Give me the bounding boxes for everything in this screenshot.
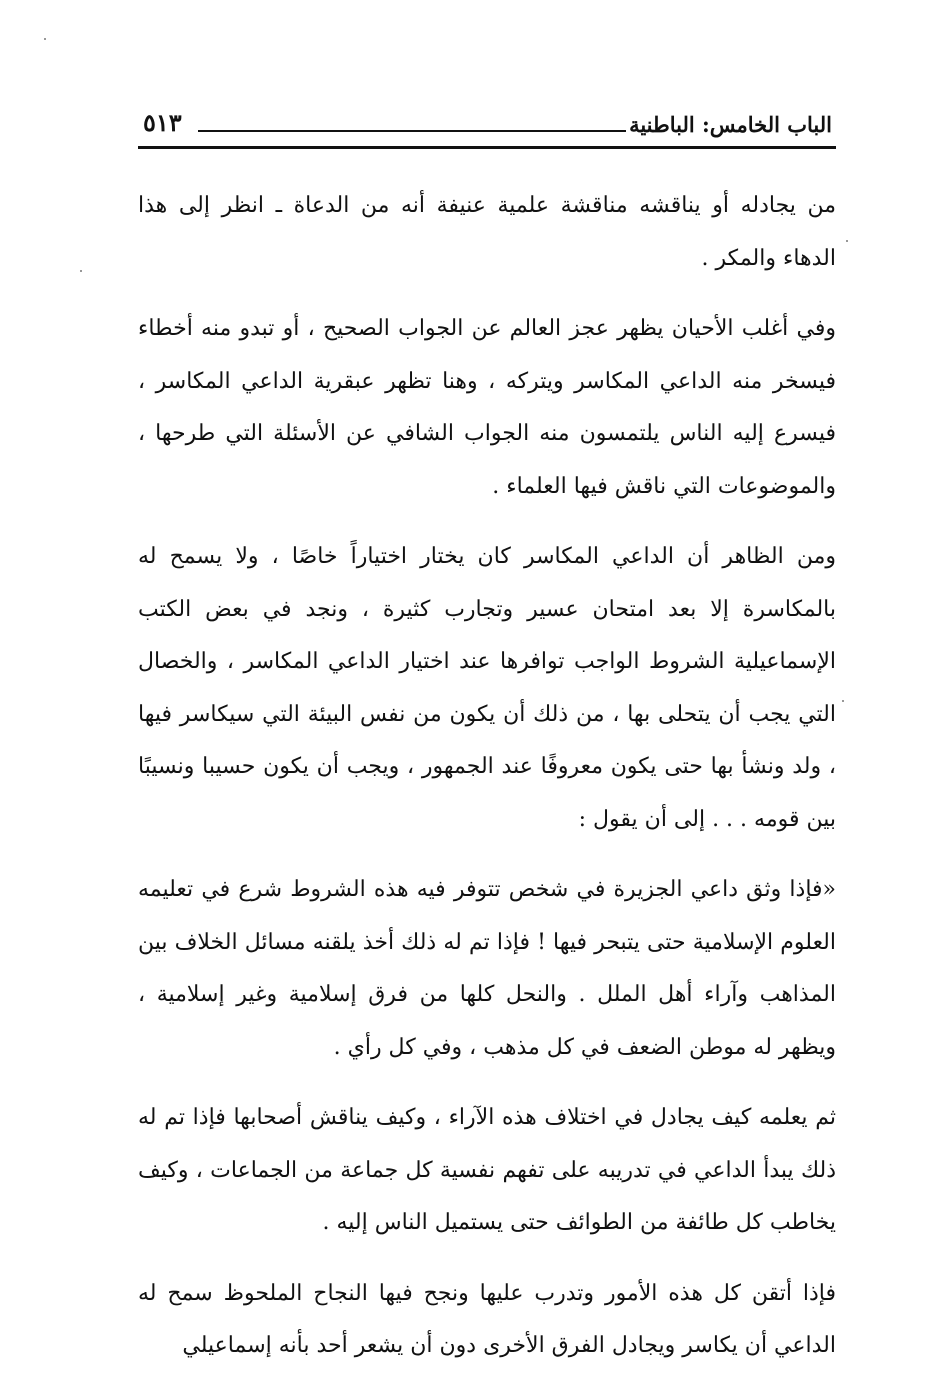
header-rule <box>138 146 836 149</box>
paragraph: ثم يعلمه كيف يجادل في اختلاف هذه الآراء ، وكيف يناقش أصحابها فإذا تم له ذلك يبدأ الداعي في تدريبه على تفهم نفسية كل جماعة من الجماعات ، وكيف يخاطب كل طائفة من الطوائف حتى يستميل الناس إليه . <box>138 1105 836 1235</box>
header-leader-line <box>198 130 626 132</box>
paragraph: وفي أغلب الأحيان يظهر عجز العالم عن الجواب الصحيح ، أو تبدو منه أخطاء فيسخر منه الداعي المكاسر ويتركه ، وهنا تظهر عبقرية الداعي المكاسر ، فيسرع إليه الناس يلتمسون منه الجواب الشافي عن الأسئلة التي طرحها ، والموضوعات التي ناقش فيها العلماء . <box>138 316 836 499</box>
scan-speck <box>44 38 46 40</box>
scan-speck <box>846 240 848 242</box>
paragraph: من يجادله أو يناقشه مناقشة علمية عنيفة أنه من الدعاة ـ انظر إلى هذا الدهاء والمكر . <box>138 193 836 271</box>
scan-speck <box>80 270 82 272</box>
page-number: ٥١٣ <box>143 108 182 137</box>
paragraph: «فإذا وثق داعي الجزيرة في شخص تتوفر فيه هذه الشروط شرع في تعليمه العلوم الإسلامية حتى يتبحر فيها ! فإذا تم له ذلك أخذ يلقنه مسائل الخلاف بين المذاهب وآراء أهل الملل . والنحل كلها من فرق إسلامية وغير إسلامية ، ويظهر له موطن الضعف في كل مذهب ، وفي كل رأي . <box>138 877 836 1060</box>
scan-speck <box>842 700 844 702</box>
chapter-title: الباب الخامس: الباطنية <box>629 112 832 137</box>
body-text <box>138 180 836 1391</box>
paragraph: ومن الظاهر أن الداعي المكاسر كان يختار اختياراً خاصًا ، ولا يسمح له بالمكاسرة إلا بعد امتحان عسير وتجارب كثيرة ، ونجد في بعض الكتب الإسماعيلية الشروط الواجب توافرها عند اختيار الداعي المكاسر ، والخصال التي يجب أن يتحلى بها ، من ذلك أن يكون من نفس البيئة التي سيكاسر فيها ، ولد ونشأ بها حتى يكون معروفًا عند الجمهور ، ويجب أن يكون حسيبا ونسيبًا بين قومه . . . إلى أن يقول : <box>138 544 836 832</box>
paragraph: فإذا أتقن كل هذه الأمور وتدرب عليها ونجح فيها النجاح الملحوظ سمح له الداعي أن يكاسر ويجادل الفرق الأخرى دون أن يشعر أحد بأنه إسماعيلي <box>138 1280 836 1358</box>
